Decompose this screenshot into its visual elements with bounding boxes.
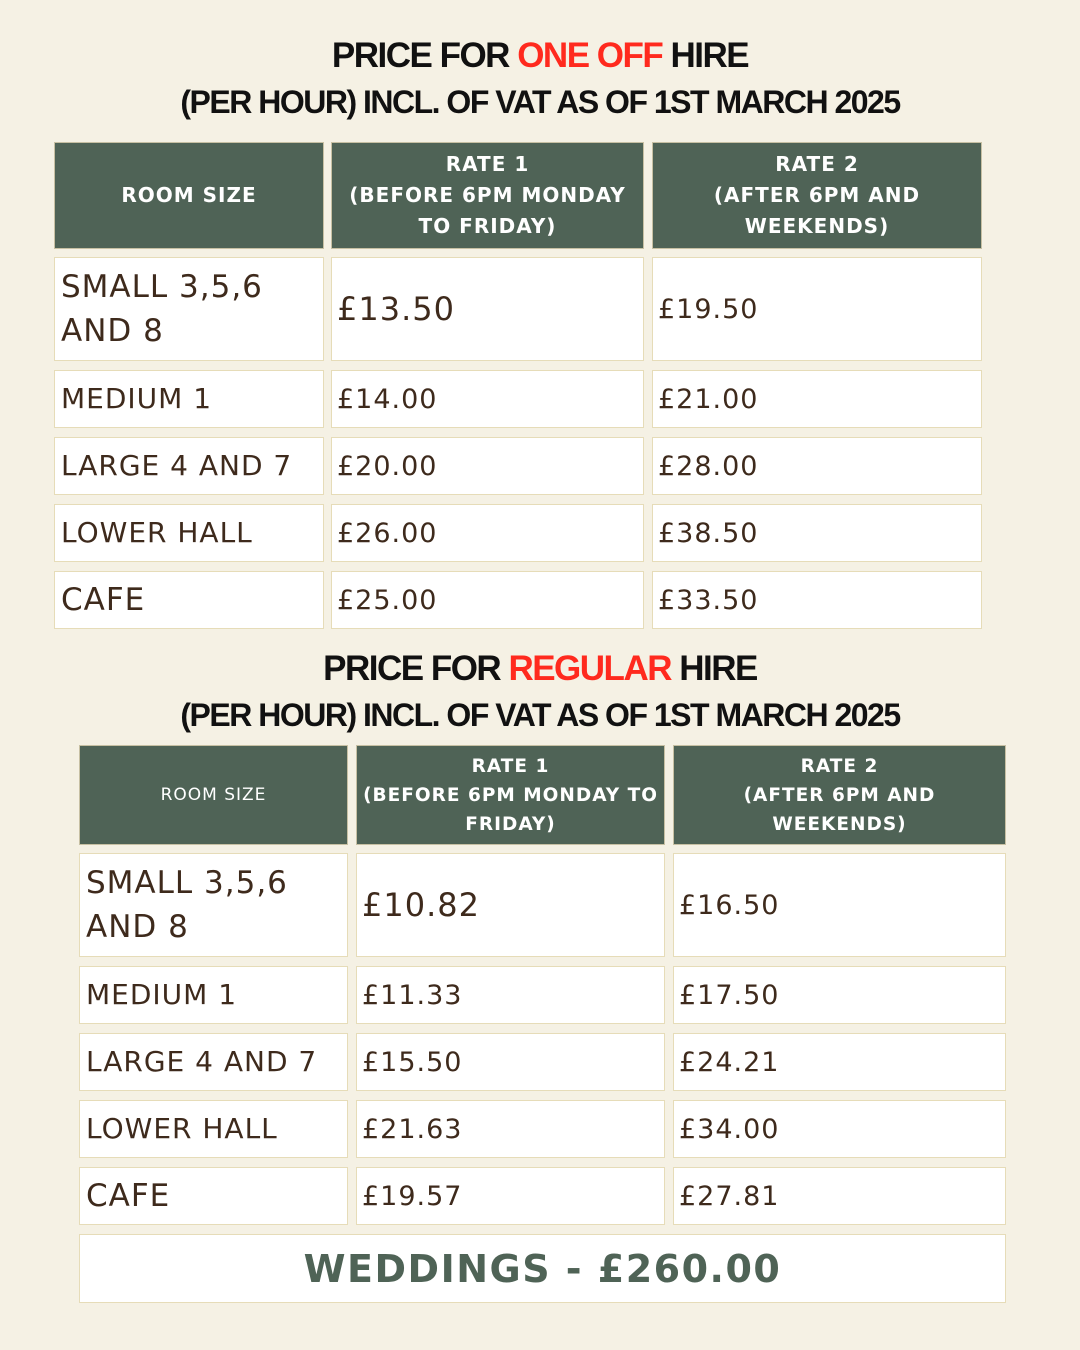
header-rate-1: RATE 1 (BEFORE 6PM MONDAY TO FRIDAY) — [331, 142, 644, 249]
one-off-subtitle: (PER HOUR) INCL. OF VAT AS OF 1ST MARCH 2025 — [180, 84, 900, 120]
table-row-rate-2: £17.50 — [673, 966, 1006, 1024]
table-row-rate-2: £34.00 — [673, 1100, 1006, 1158]
weddings-price: WEDDINGS - £260.00 — [79, 1234, 1006, 1303]
one-off-highlight: ONE OFF — [517, 36, 663, 75]
table-row-room: CAFE — [54, 571, 324, 629]
table-row-rate-2: £28.00 — [652, 437, 982, 495]
regular-subtitle: (PER HOUR) INCL. OF VAT AS OF 1ST MARCH 2025 — [180, 697, 900, 733]
table-row-rate-1: £25.00 — [331, 571, 644, 629]
table-row-rate-2: £16.50 — [673, 853, 1006, 957]
table-row-room: SMALL 3,5,6 AND 8 — [54, 257, 324, 361]
header-rate-2: RATE 2 (AFTER 6PM AND WEEKENDS) — [652, 142, 982, 249]
header-room-size: ROOM SIZE — [79, 745, 348, 845]
table-row-rate-2: £19.50 — [652, 257, 982, 361]
table-row-room: MEDIUM 1 — [54, 370, 324, 428]
header-rate-2: RATE 2 (AFTER 6PM AND WEEKENDS) — [673, 745, 1006, 845]
table-row-rate-2: £33.50 — [652, 571, 982, 629]
table-row-rate-1: £10.82 — [356, 853, 665, 957]
header-rate-1: RATE 1 (BEFORE 6PM MONDAY TO FRIDAY) — [356, 745, 665, 845]
table-row-rate-1: £11.33 — [356, 966, 665, 1024]
table-row-rate-2: £21.00 — [652, 370, 982, 428]
table-row-rate-2: £38.50 — [652, 504, 982, 562]
table-row-rate-1: £13.50 — [331, 257, 644, 361]
table-row-room: LARGE 4 AND 7 — [54, 437, 324, 495]
table-row-room: SMALL 3,5,6 AND 8 — [79, 853, 348, 957]
table-row-room: CAFE — [79, 1167, 348, 1225]
regular-title: PRICE FOR REGULAR HIRE (PER HOUR) INCL. OF VAT AS OF 1ST MARCH 2025 — [0, 646, 1080, 738]
table-row-rate-1: £19.57 — [356, 1167, 665, 1225]
table-row-rate-1: £20.00 — [331, 437, 644, 495]
table-row-room: MEDIUM 1 — [79, 966, 348, 1024]
table-row-rate-1: £14.00 — [331, 370, 644, 428]
table-row-rate-1: £21.63 — [356, 1100, 665, 1158]
one-off-title: PRICE FOR ONE OFF HIRE (PER HOUR) INCL. OF VAT AS OF 1ST MARCH 2025 — [0, 33, 1080, 125]
table-row-room: LARGE 4 AND 7 — [79, 1033, 348, 1091]
table-row-room: LOWER HALL — [79, 1100, 348, 1158]
table-row-rate-1: £15.50 — [356, 1033, 665, 1091]
table-row-rate-1: £26.00 — [331, 504, 644, 562]
table-row-rate-2: £24.21 — [673, 1033, 1006, 1091]
header-room-size: ROOM SIZE — [54, 142, 324, 249]
table-row-rate-2: £27.81 — [673, 1167, 1006, 1225]
regular-highlight: REGULAR — [508, 649, 671, 688]
table-row-room: LOWER HALL — [54, 504, 324, 562]
